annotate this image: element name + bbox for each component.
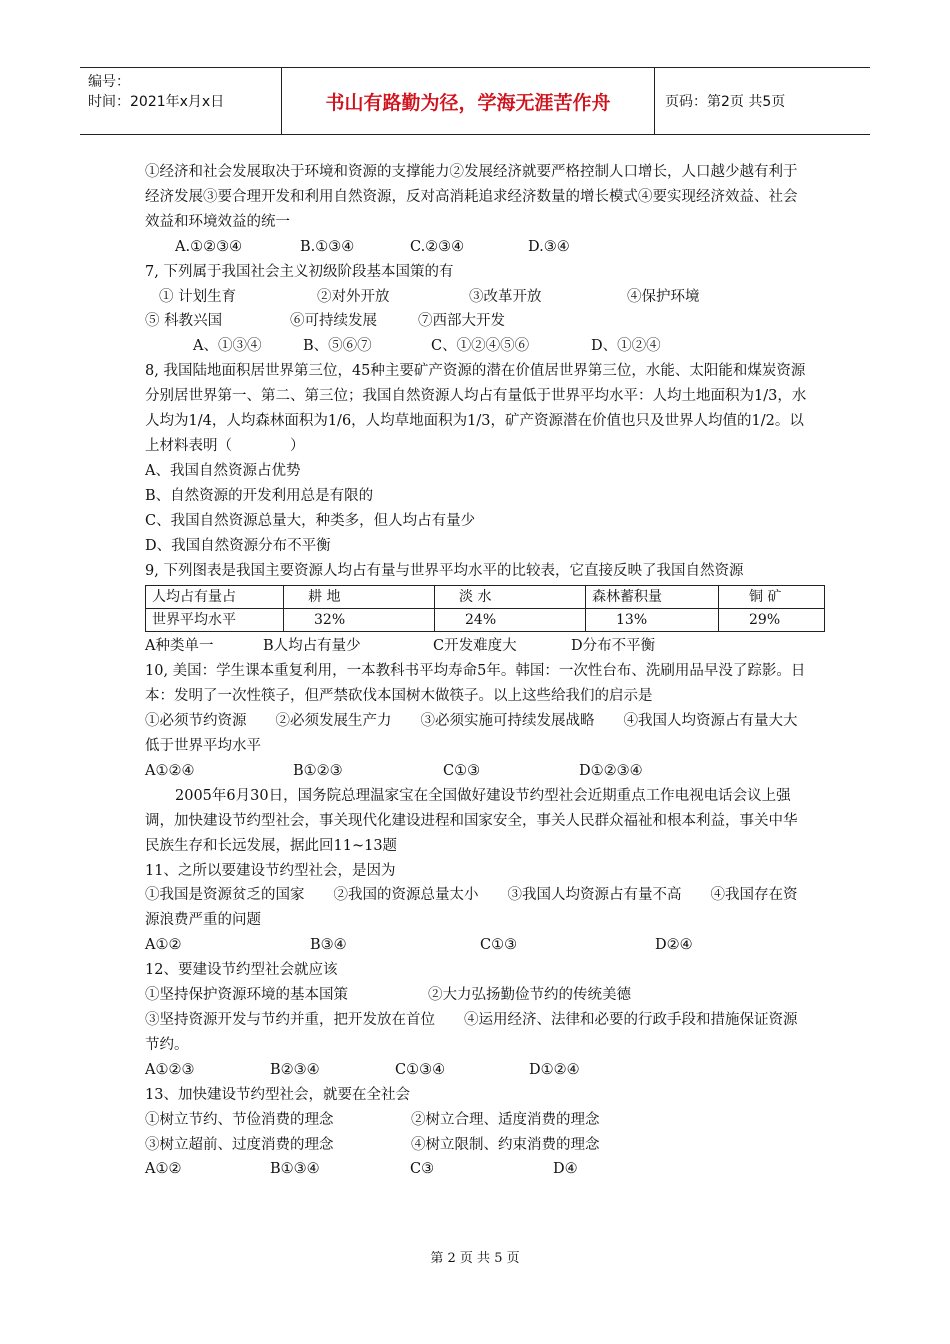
table-row <box>146 609 825 632</box>
page-header <box>80 67 870 135</box>
item: ②对外开放 <box>317 288 390 305</box>
item: ⑦西部大开发 <box>418 313 505 330</box>
q10-options <box>145 759 810 784</box>
q8-option-d: D、我国自然资源分布不平衡 <box>145 537 331 554</box>
passage: 2005年6月30日，国务院总理温家宝在全国做好建设节约型社会近期重点工作电视电话会议上强调，加快建设节约型社会，事关现代化建设进程和国家安全，事关人民群众福祉和根本利益，事关中华民族生存和长远发展，据此回11~13题 <box>145 787 798 854</box>
q11-options <box>145 933 810 958</box>
q8-option-c: C、我国自然资源总量大，种类多，但人均占有量少 <box>145 512 476 529</box>
option: D④ <box>553 1161 578 1178</box>
option: C①③④ <box>395 1061 446 1078</box>
item: ⑥可持续发展 <box>290 313 377 330</box>
q7-items-2 <box>145 309 810 334</box>
option: B.①③④ <box>300 238 355 255</box>
table-cell: 铜 矿 <box>719 586 825 609</box>
table-cell: 耕 地 <box>284 586 435 609</box>
q10-items: ①必须节约资源 ②必须发展生产力 ③必须实施可持续发展战略 ④我国人均资源占有量大大低于世界平均水平 <box>145 713 798 755</box>
q9-options <box>145 634 810 659</box>
option: D、①②④ <box>591 338 661 355</box>
option: B①②③ <box>293 762 343 779</box>
item: ①坚持保护资源环境的基本国策 <box>145 987 348 1004</box>
q10-text: 10, 美国：学生课本重复利用，一本教科书平均寿命5年。韩国：一次性台布、洗刷用品早没了踪影。日本：发明了一次性筷子，但严禁砍伐本国树木做筷子。以上这些给我们的启示是 <box>145 663 806 705</box>
table-cell: 人均占有量占 <box>146 586 284 609</box>
header-meta <box>80 68 282 134</box>
option: D分布不平衡 <box>571 638 656 655</box>
option: A①②③ <box>145 1061 195 1078</box>
q12-items-2: ③坚持资源开发与节约并重，把开发放在首位 ④运用经济、法律和必要的行政手段和措施保证资源节约。 <box>145 1012 798 1053</box>
table-cell: 24% <box>435 609 586 632</box>
q6-text: ①经济和社会发展取决于环境和资源的支撑能力②发展经济就要严格控制人口增长，人口越少越有利于经济发展③要合理开发和利用自然资源，反对高消耗追求经济数量的增长模式④要实现经济效益、社会效益和环境效益的统一 <box>145 164 798 230</box>
option: D.③④ <box>528 238 570 255</box>
number-label: 编号： <box>88 74 130 90</box>
option: A①② <box>145 1161 182 1178</box>
q8-option-a: A、我国自然资源占优势 <box>145 462 301 479</box>
q9-text: 9, 下列图表是我国主要资源人均占有量与世界平均水平的比较表，它直接反映了我国自然资源 <box>145 562 744 579</box>
option: C③ <box>410 1161 435 1178</box>
q8-text: 8, 我国陆地面积居世界第三位，45种主要矿产资源的潜在价值居世界第三位，水能、太阳能和煤炭资源分别居世界第一、第二、第三位；我国自然资源人均占有量低于世界平均水平：人均土地面积为1/3，水人均为1/4，人均森林面积为1/6，人均草地面积为1/3，矿产资源潜在价值也只及世界人均值的1/2。以上材料表明（ ） <box>145 363 807 454</box>
option: B①③④ <box>270 1161 320 1178</box>
motto: 书山有路勤为径，学海无涯苦作舟 <box>282 68 655 134</box>
option: C①③ <box>443 762 481 779</box>
q7-items-1 <box>145 285 810 310</box>
q11-items: ①我国是资源贫乏的国家 ②我国的资源总量太小 ③我国人均资源占有量不高 ④我国存在资源浪费严重的问题 <box>145 887 798 929</box>
item: ① 计划生育 <box>159 288 237 305</box>
option: A.①②③④ <box>175 238 243 255</box>
option: A种类单一 <box>145 638 214 655</box>
q13-options <box>145 1157 810 1182</box>
item: ③树立超前、过度消费的理念 <box>145 1136 334 1153</box>
page-info: 页码：第2页 共5页 <box>665 94 786 110</box>
item: ④保护环境 <box>627 288 700 305</box>
q6-options <box>145 235 810 260</box>
table-cell: 32% <box>284 609 435 632</box>
option: D②④ <box>655 937 693 954</box>
table-cell: 世界平均水平 <box>146 609 284 632</box>
page-footer: 第 2 页 共 5 页 <box>430 1251 520 1266</box>
q13-items-2 <box>145 1133 810 1158</box>
q13-stem: 13、加快建设节约型社会，就要在全社会 <box>145 1086 410 1103</box>
document-body <box>145 160 810 1182</box>
item: ③改革开放 <box>469 288 542 305</box>
option: C、①②④⑤⑥ <box>431 338 530 355</box>
option: A①②④ <box>145 762 195 779</box>
option: C.②③④ <box>410 238 465 255</box>
option: B②③④ <box>270 1061 320 1078</box>
option: C①③ <box>480 937 518 954</box>
option: D①②④ <box>529 1061 580 1078</box>
q12-options <box>145 1058 810 1083</box>
q12-stem: 12、要建设节约型社会就应该 <box>145 962 338 979</box>
q8-option-b: B、自然资源的开发利用总是有限的 <box>145 487 374 504</box>
item: ①树立节约、节俭消费的理念 <box>145 1111 334 1128</box>
q11-stem: 11、之所以要建设节约型社会，是因为 <box>145 862 396 879</box>
item: ②树立合理、适度消费的理念 <box>411 1111 600 1128</box>
option: A①② <box>145 937 182 954</box>
option: B③④ <box>310 937 347 954</box>
q13-items-1 <box>145 1108 810 1133</box>
item: ②大力弘扬勤俭节约的传统美德 <box>428 987 631 1004</box>
option: D①②③④ <box>579 762 643 779</box>
table-cell: 29% <box>719 609 825 632</box>
q7-stem: 7, 下列属于我国社会主义初级阶段基本国策的有 <box>145 263 454 280</box>
option: B人均占有量少 <box>263 638 361 655</box>
resource-comparison-table <box>145 585 825 632</box>
option: A、①③④ <box>193 338 262 355</box>
item: ⑤ 科教兴国 <box>145 313 223 330</box>
table-cell: 森林蓄积量 <box>586 586 719 609</box>
table-cell: 13% <box>586 609 719 632</box>
option: B、⑤⑥⑦ <box>303 338 372 355</box>
q12-items-1 <box>145 983 810 1008</box>
table-row <box>146 586 825 609</box>
item: ④树立限制、约束消费的理念 <box>411 1136 600 1153</box>
table-cell: 淡 水 <box>435 586 586 609</box>
option: C开发难度大 <box>433 638 517 655</box>
date-label: 时间：2021年x月x日 <box>88 94 225 110</box>
q7-options <box>145 334 810 359</box>
